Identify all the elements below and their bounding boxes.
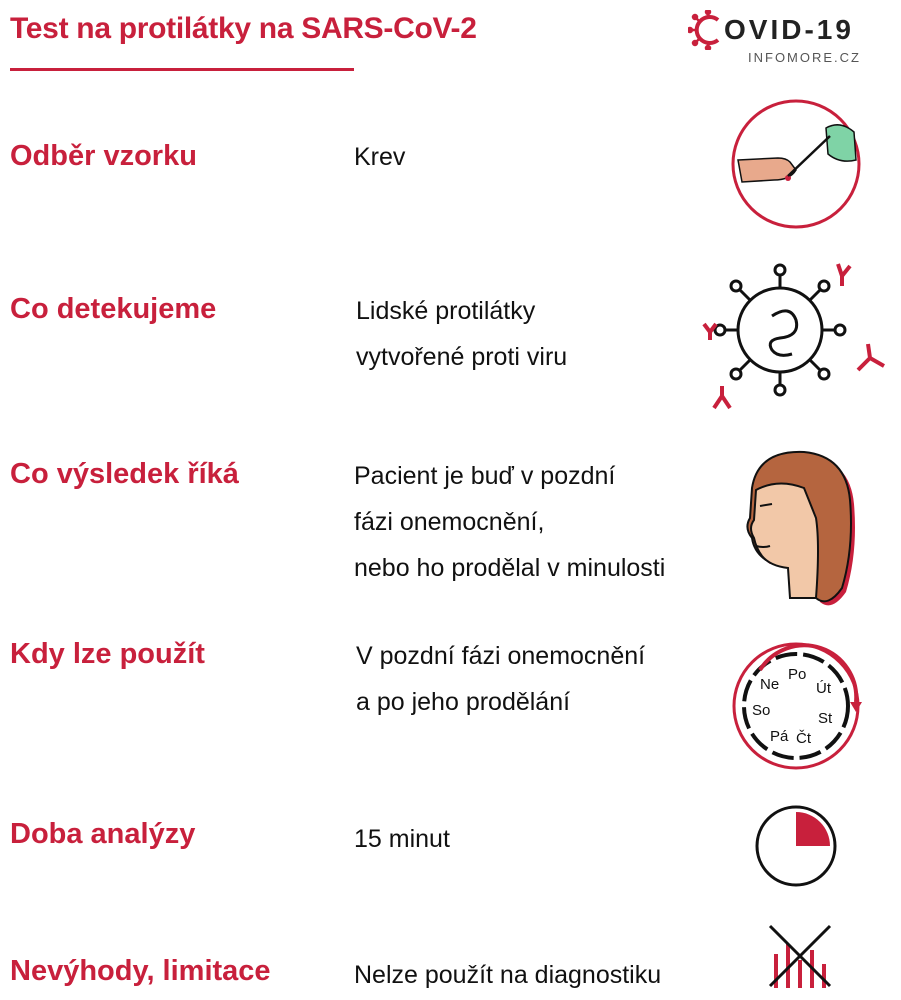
covid19-logo (688, 10, 868, 70)
virus-logo-icon (688, 10, 728, 50)
value-line: Nelze použít na diagnostiku (354, 961, 662, 989)
row-value-limits (354, 952, 661, 998)
row-value-when (356, 633, 645, 725)
value-line: nebo ho prodělal v minulosti (354, 554, 666, 582)
row-label-sample: Odběr vzorku (10, 140, 197, 172)
value-line: Krev (354, 143, 406, 171)
day-ut: Út (816, 680, 831, 697)
week-cycle-icon (730, 640, 862, 772)
day-po: Po (788, 666, 807, 683)
value-line: vytvořené proti viru (356, 343, 568, 371)
finger-prick-icon (730, 98, 862, 230)
row-value-sample (354, 134, 405, 180)
row-label-duration: Doba analýzy (10, 818, 196, 850)
row-label-limits: Nevýhody, limitace (10, 955, 271, 987)
day-ne: Ne (760, 676, 780, 693)
value-line: Lidské protilátky (356, 297, 536, 325)
page-title: Test na protilátky na SARS-CoV-2 (10, 12, 477, 45)
value-line: fázi onemocnění, (354, 508, 545, 536)
day-pa: Pá (770, 728, 789, 745)
value-line: Pacient je buď v pozdní (354, 462, 616, 490)
row-value-detect (356, 288, 567, 380)
day-ct: Čt (796, 730, 811, 747)
crossed-bars-icon (766, 924, 834, 990)
row-label-detect: Co detekujeme (10, 293, 217, 325)
row-value-duration (354, 816, 450, 862)
logo-text: OVID-19 (724, 14, 854, 45)
value-line: a po jeho prodělání (356, 688, 571, 716)
virus-antibody-icon (700, 258, 890, 418)
logo-subtext: INFOMORE.CZ (748, 50, 861, 65)
patient-head-icon (738, 448, 858, 608)
day-so: So (752, 702, 771, 719)
row-label-result: Co výsledek říká (10, 458, 239, 490)
quarter-clock-icon (754, 804, 838, 888)
row-label-when: Kdy lze použít (10, 638, 205, 670)
row-value-result (354, 453, 665, 591)
value-line: V pozdní fázi onemocnění (356, 642, 646, 670)
title-underline (10, 68, 354, 71)
value-line: 15 minut (354, 825, 450, 853)
day-st: St (818, 710, 833, 727)
